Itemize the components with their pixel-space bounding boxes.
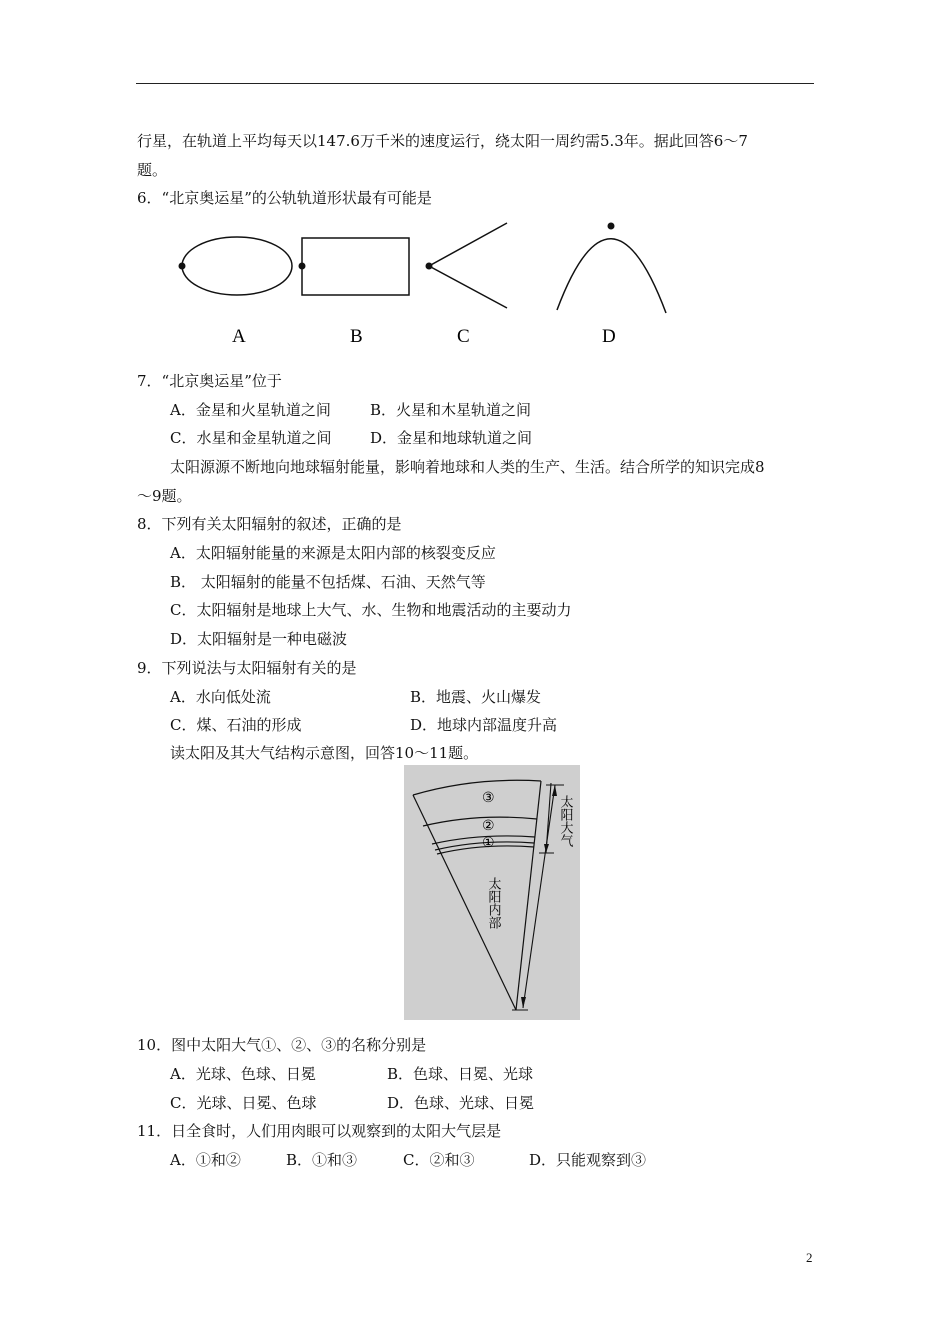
layer-2-label: ②	[482, 819, 495, 834]
orbit-option-a-ellipse	[182, 237, 292, 295]
passage-2-line-1: 太阳源源不断地向地球辐射能量，影响着地球和人类的生产、生活。结合所学的知识完成8	[170, 458, 765, 476]
orbit-option-c-point	[426, 263, 433, 270]
orbit-option-b-rectangle	[302, 238, 409, 295]
question-7-stem: 7．“北京奥运星”位于	[137, 372, 282, 390]
solar-atmosphere-label: 太阳大气	[557, 795, 573, 847]
question-7-option-a: A．金星和火星轨道之间	[170, 401, 331, 419]
solar-interior-label: 太阳内部	[485, 877, 501, 929]
question-7-option-d: D．金星和地球轨道之间	[370, 429, 533, 447]
intro-line-2: 题。	[137, 161, 168, 179]
orbit-option-a-point	[179, 263, 186, 270]
question-9-option-b: B．地震、火山爆发	[410, 688, 542, 706]
question-11-option-d: D．只能观察到③	[529, 1151, 647, 1169]
orbit-option-c-angle	[429, 223, 507, 308]
question-9-option-d: D．地球内部温度升高	[410, 716, 558, 734]
question-10-option-a: A．光球、色球、日冕	[170, 1065, 316, 1083]
passage-2-line-2: ～9题。	[137, 487, 192, 505]
orbit-label-c: C	[457, 326, 470, 347]
question-11-stem: 11．日全食时，人们用肉眼可以观察到的太阳大气层是	[137, 1122, 502, 1140]
question-10-stem: 10．图中太阳大气①、②、③的名称分别是	[137, 1036, 427, 1054]
orbit-label-d: D	[602, 326, 616, 347]
intro-line-1: 行星，在轨道上平均每天以147.6万千米的速度运行，绕太阳一周约需5.3年。据此回答6～7	[137, 132, 748, 150]
question-10-option-b: B．色球、日冕、光球	[387, 1065, 534, 1083]
layer-3-label: ③	[482, 791, 495, 806]
question-10-option-d: D．色球、光球、日冕	[387, 1094, 535, 1112]
orbit-shapes-figure	[170, 215, 680, 355]
question-11-option-c: C．②和③	[403, 1151, 475, 1169]
orbit-label-a: A	[232, 326, 246, 347]
question-7-option-c: C．水星和金星轨道之间	[170, 429, 332, 447]
sun-structure-figure	[404, 765, 580, 1020]
layer-1-label: ①	[482, 836, 495, 851]
question-8-option-c: C．太阳辐射是地球上大气、水、生物和地震活动的主要动力	[170, 601, 572, 619]
orbit-label-b: B	[350, 326, 363, 347]
question-9-option-c: C．煤、石油的形成	[170, 716, 302, 734]
question-8-option-d: D．太阳辐射是一种电磁波	[170, 630, 348, 648]
question-9-option-a: A．水向低处流	[170, 688, 271, 706]
question-8-stem: 8．下列有关太阳辐射的叙述，正确的是	[137, 515, 402, 533]
question-6-stem: 6．“北京奥运星”的公轨轨道形状最有可能是	[137, 189, 432, 207]
header-rule	[136, 83, 814, 84]
question-11-option-b: B．①和③	[286, 1151, 358, 1169]
orbit-option-b-point	[299, 263, 306, 270]
passage-3-line-1: 读太阳及其大气结构示意图，回答10～11题。	[170, 744, 479, 762]
question-9-stem: 9．下列说法与太阳辐射有关的是	[137, 659, 357, 677]
orbit-option-d-parabola	[557, 239, 666, 313]
question-10-option-c: C．光球、日冕、色球	[170, 1094, 317, 1112]
orbit-option-d-point	[608, 223, 615, 230]
question-8-option-b: B． 太阳辐射的能量不包括煤、石油、天然气等	[170, 573, 486, 591]
question-11-option-a: A．①和②	[170, 1151, 241, 1169]
question-8-option-a: A．太阳辐射能量的来源是太阳内部的核裂变反应	[170, 544, 496, 562]
question-7-option-b: B．火星和木星轨道之间	[370, 401, 532, 419]
page-number: 2	[806, 1250, 813, 1265]
